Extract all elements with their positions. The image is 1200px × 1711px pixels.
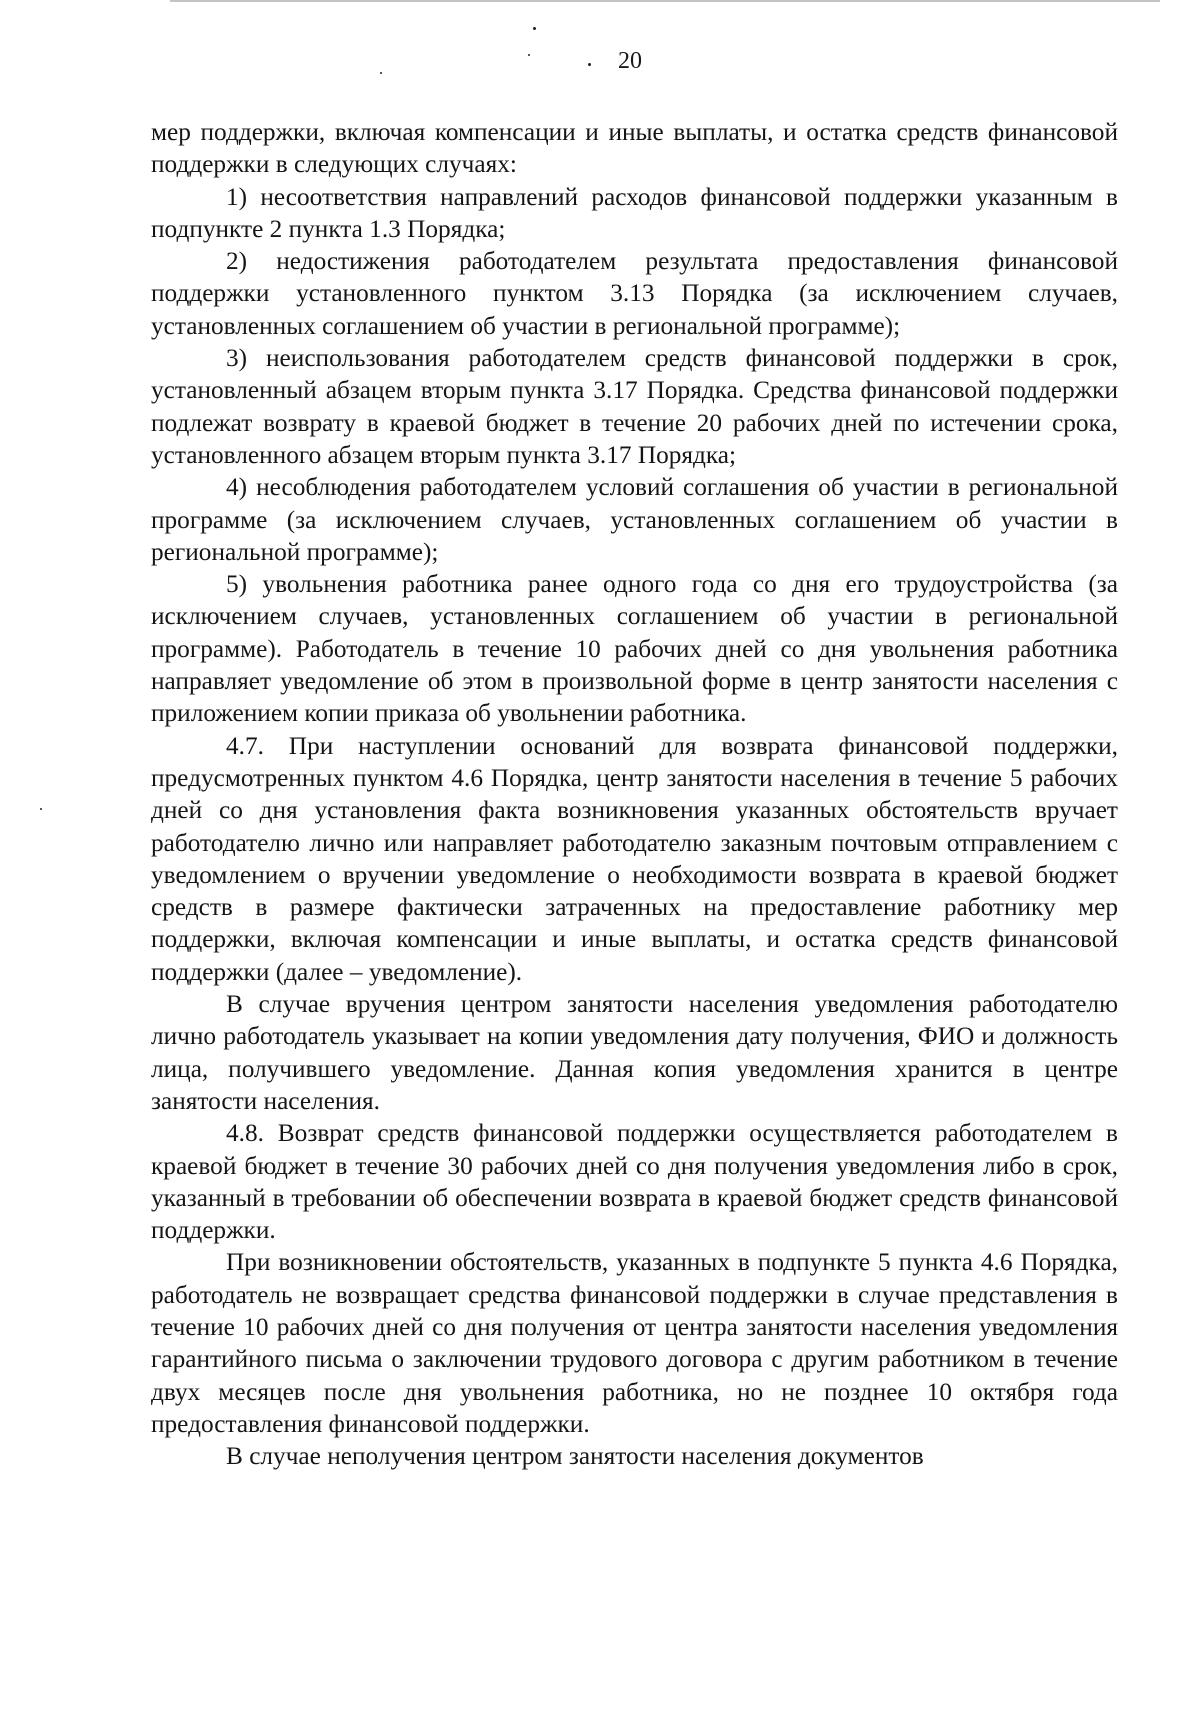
- paragraph: 3) неиспользования работодателем средств финансовой поддержки в срок, установленный абзацем вторым пункта 3.17 Порядка. Средства финансовой поддержки подлежат возврату в краевой бюджет в течение 20 рабочих дней по истечении срока, установленного абзацем вторым пункта 3.17 Порядка;: [151, 344, 1118, 469]
- paragraph: 1) несоответствия направлений расходов финансовой поддержки указанным в подпункте 2 пункта 1.3 Порядка;: [151, 182, 1118, 243]
- scan-speck: [380, 72, 382, 74]
- paragraph: 4.7. При наступлении оснований для возврата финансовой поддержки, предусмотренных пунктом 4.6 Порядка, центр занятости населения в течение 5 рабочих дней со дня установления факта возникновения указанных обстоятельств вручает работодателю лично или направляет работодателю заказным почтовым отправлением с уведомлением о вручении уведомление о необходимости возврата в краевой бюджет средств в размере фактически затраченных на предоставление работнику мер поддержки, включая компенсации и иные выплаты, и остатка средств финансовой поддержки (далее – уведомление).: [151, 731, 1118, 986]
- scan-speck: [40, 808, 42, 810]
- paragraph: 2) недостижения работодателем результата предоставления финансовой поддержки установленного пунктом 3.13 Порядка (за исключением случаев, установленных соглашением об участии в региональной программе);: [151, 247, 1118, 340]
- paragraph: В случае неполучения центром занятости населения документов: [226, 1442, 924, 1471]
- paragraph: 5) увольнения работника ранее одного года со дня его трудоустройства (за исключением случаев, установленных соглашением об участии в региональной программе). Работодатель в течение 10 рабочих дней со дня увольнения работника направляет уведомление об этом в произвольной форме в центр занятости населения с приложением копии приказа об увольнении работника.: [151, 570, 1118, 728]
- scan-speck: [588, 63, 591, 66]
- page-number: 20: [618, 48, 642, 74]
- paragraph: В случае вручения центром занятости населения уведомления работодателю лично работодатель указывает на копии уведомления дату получения, ФИО и должность лица, получившего уведомление. Данная копия уведомления хранится в центре занятости населения.: [151, 990, 1118, 1115]
- paragraph: 4) несоблюдения работодателем условий соглашения об участии в региональной программе (за исключением случаев, установленных соглашением об участии в региональной программе);: [151, 473, 1118, 566]
- paragraph: При возникновении обстоятельств, указанных в подпункте 5 пункта 4.6 Порядка, работодатель не возвращает средства финансовой поддержки в случае представления в течение 10 рабочих дней со дня получения от центра занятости населения уведомления гарантийного письма о заключении трудового договора с другим работником в течение двух месяцев после дня увольнения работника, но не позднее 10 октября года предоставления финансовой поддержки.: [151, 1248, 1118, 1438]
- scan-speck: [533, 27, 536, 30]
- scan-speck: [528, 54, 530, 56]
- scan-edge-line: [170, 0, 1160, 2]
- paragraph: 4.8. Возврат средств финансовой поддержки осуществляется работодателем в краевой бюджет в течение 30 рабочих дней со дня получения уведомления либо в срок, указанный в требовании об обеспечении возврата в краевой бюджет средств финансовой поддержки.: [151, 1119, 1118, 1245]
- paragraph: мер поддержки, включая компенсации и иные выплаты, и остатка средств финансовой поддержки в следующих случаях:: [151, 118, 1118, 179]
- document-body: [151, 116, 1118, 1472]
